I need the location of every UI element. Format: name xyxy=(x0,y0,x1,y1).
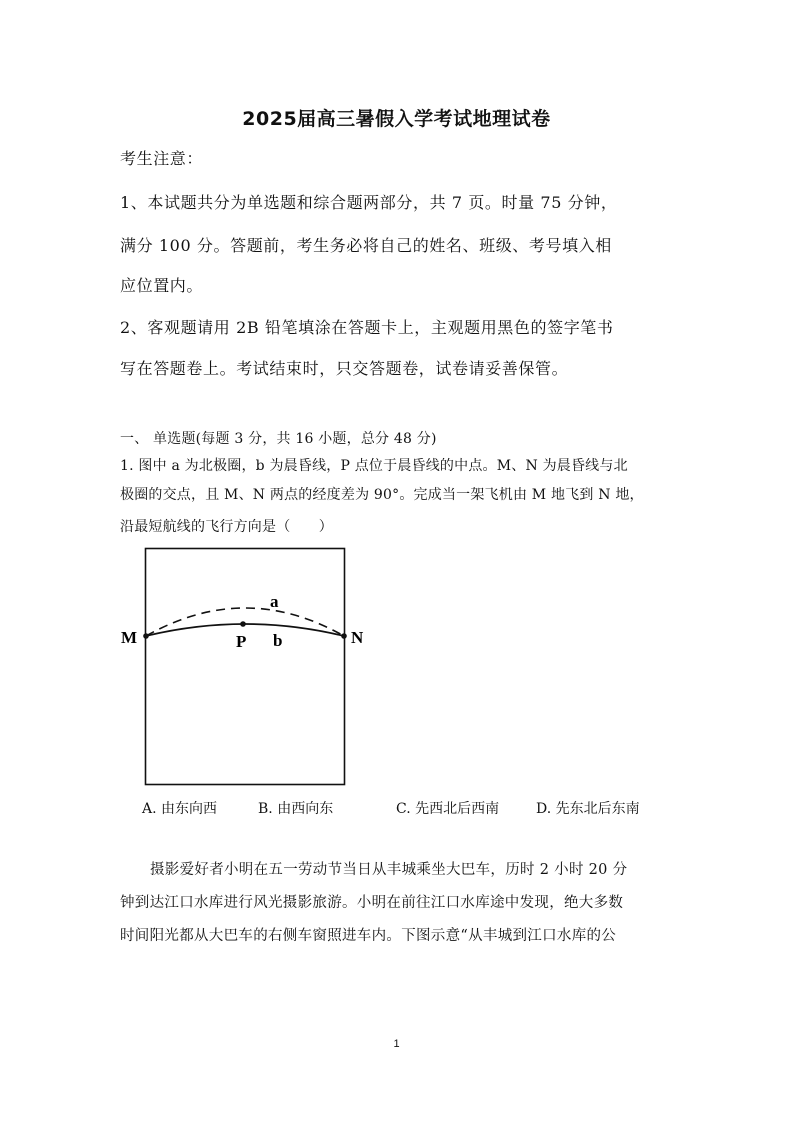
notice-line: 1、本试题共分为单选题和综合题两部分，共 7 页。时量 75 分钟， xyxy=(120,193,618,212)
passage-line: 摄影爱好者小明在五一劳动节当日从丰城乘坐大巴车，历时 2 小时 20 分 xyxy=(150,862,628,878)
label-m: M xyxy=(121,628,138,647)
point-p xyxy=(240,621,246,627)
question-line: 沿最短航线的飞行方向是（ ） xyxy=(120,519,333,535)
diagram-frame xyxy=(146,549,345,785)
label-a: a xyxy=(270,592,279,611)
point-m xyxy=(143,633,149,639)
notice-heading: 考生注意： xyxy=(120,149,204,168)
page-number: 1 xyxy=(393,1038,400,1050)
label-n: N xyxy=(351,628,364,647)
notice-line: 应位置内。 xyxy=(120,276,204,295)
passage-line: 钟到达江口水库进行风光摄影旅游。小明在前往江口水库途中发现，绝大多数 xyxy=(120,895,624,911)
notice-line: 写在答题卷上。考试结束时，只交答题卷，试卷请妥善保管。 xyxy=(120,359,569,378)
notice-line: 满分 100 分。答题前，考生务必将自己的姓名、班级、考号填入相 xyxy=(120,236,612,255)
arctic-circle-diagram xyxy=(0,540,793,840)
question-line: 极圈的交点，且 M、N 两点的经度差为 90°。完成当一架飞机由 M 地飞到 N 地， xyxy=(120,487,644,503)
label-b: b xyxy=(273,631,283,650)
passage-line: 时间阳光都从大巴车的右侧车窗照进车内。下图示意“从丰城到江口水库的公 xyxy=(120,928,617,944)
option-a: A. 由东向西 xyxy=(142,801,218,817)
page-title: 2025届高三暑假入学考试地理试卷 xyxy=(242,108,551,130)
option-d: D. 先东北后东南 xyxy=(536,801,640,817)
question-line: 1. 图中 a 为北极圈，b 为晨昏线，P 点位于晨昏线的中点。M、N 为晨昏线与北 xyxy=(120,458,628,474)
point-n xyxy=(341,633,347,639)
option-b: B. 由西向东 xyxy=(258,801,334,817)
label-p: P xyxy=(236,632,247,651)
notice-line: 2、客观题请用 2B 铅笔填涂在答题卡上，主观题用黑色的签字笔书 xyxy=(120,318,614,337)
option-c: C. 先西北后西南 xyxy=(396,801,500,817)
section-heading: 一、 单选题(每题 3 分，共 16 小题，总分 48 分) xyxy=(120,431,437,447)
